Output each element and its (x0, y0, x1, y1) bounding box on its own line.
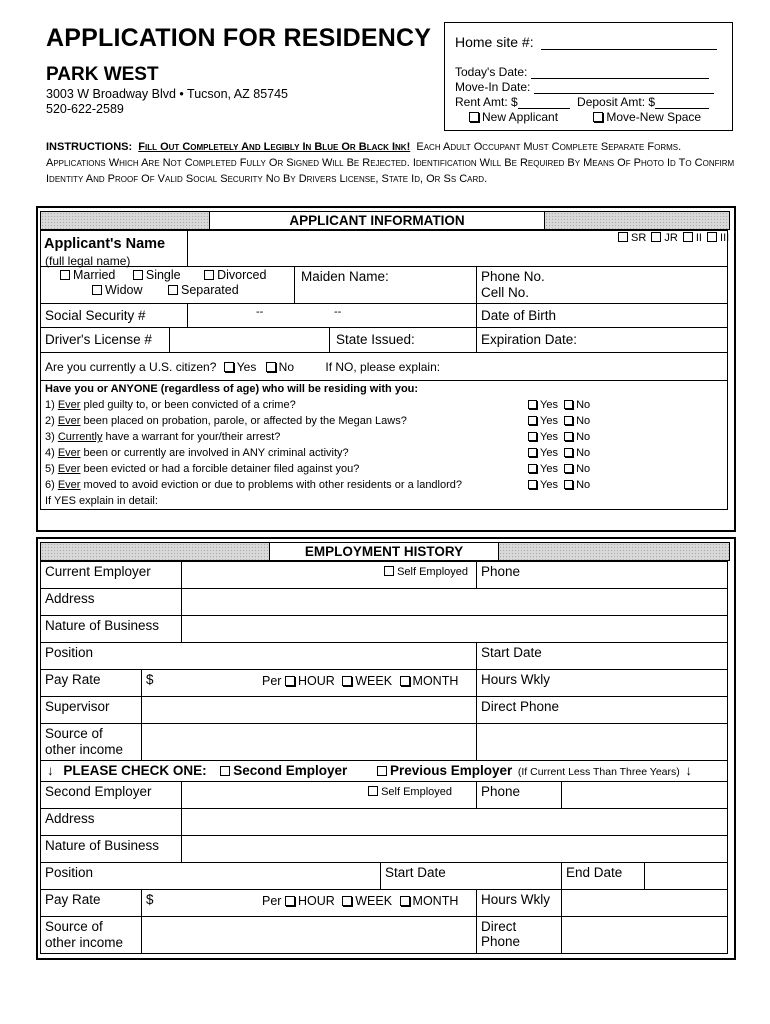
second-source-label-cell (40, 916, 142, 954)
q1-num: 1) (45, 399, 55, 411)
widow-label: Widow (105, 283, 143, 297)
q5-num: 5) (45, 463, 55, 475)
q5-no-checkbox[interactable] (564, 464, 573, 473)
separated-label: Separated (181, 283, 239, 297)
phone-label: Phone No. (481, 269, 545, 284)
section-bar-right (544, 211, 730, 230)
position-cell[interactable] (40, 642, 477, 670)
married-label: Married (73, 268, 116, 282)
instructions (46, 139, 736, 187)
question-6 (45, 479, 462, 491)
check-one-bar (40, 760, 728, 782)
q6-no-label: No (576, 479, 591, 491)
second-month-label: MONTH (412, 894, 459, 908)
arrow-left-icon: ↓ (47, 763, 54, 778)
ssn-label: Social Security # (45, 308, 146, 323)
q5-text: been evicted or had a forcible detainer filed against you? (80, 463, 360, 475)
emp-bar-right (498, 542, 730, 561)
phone-line: 520-622-2589 (46, 102, 124, 116)
nature-label: Nature of Business (45, 618, 160, 633)
second-start-date-cell[interactable] (380, 862, 562, 890)
q3-yes-no (528, 431, 590, 443)
q5-emph: Ever (57, 463, 81, 475)
anyone-heading: Have you or ANYONE (regardless of age) who will be residing with you: (45, 383, 419, 395)
q6-num: 6) (45, 479, 55, 491)
q5-no-label: No (576, 463, 591, 475)
previous-employer-option: Previous Employer (389, 763, 513, 778)
ssn-field[interactable] (190, 305, 474, 327)
q3-text: have a warrant for your/their arrest? (102, 431, 281, 443)
question-4 (45, 447, 349, 459)
second-pay-rate-label-cell (40, 889, 142, 917)
end-date-field[interactable] (644, 862, 728, 890)
q4-yes-checkbox[interactable] (528, 448, 537, 457)
move-new-space-checkbox[interactable] (593, 112, 603, 122)
second-source-label-1: Source of (45, 919, 103, 934)
instructions-text: Each Adult Occupant Must Complete Separate Forms. Applications Which Are Not Completed Fully Or Signed Will Be Rejected. Identification Will Be Required By Means Of Photo Id To Confirm Identity And Proof Of Valid Social Security No By Drivers License, State Id, Or Ss Card. (46, 141, 735, 185)
address-label-cell (40, 588, 182, 616)
q1-emph: Ever (57, 399, 81, 411)
q5-yes-no (528, 463, 590, 475)
full-legal-name-note: (full legal name) (45, 254, 131, 268)
q6-yes-no (528, 479, 590, 491)
iii-label: III (720, 232, 730, 244)
second-pay-period-options (262, 894, 458, 908)
q4-yes-no (528, 447, 590, 459)
q2-text: been placed on probation, parole, or affected by the Megan Laws? (80, 415, 407, 427)
question-2 (45, 415, 407, 427)
citizen-yes-checkbox[interactable] (224, 362, 234, 372)
second-position-cell[interactable] (40, 862, 381, 890)
move-in-field[interactable] (534, 81, 714, 94)
if-no-label: If NO, please explain: (325, 360, 441, 374)
ii-checkbox[interactable] (683, 232, 693, 242)
sr-checkbox[interactable] (618, 232, 628, 242)
hour-label: HOUR (297, 674, 335, 688)
current-phone-cell[interactable] (476, 561, 728, 589)
second-self-employed-checkbox[interactable] (368, 786, 378, 796)
second-per-label: Per (262, 894, 282, 908)
q3-emph: Currently (57, 431, 103, 443)
second-direct-phone-label: Direct Phone (481, 919, 521, 949)
second-self-employed-label: Self Employed (381, 786, 452, 798)
dl-label: Driver's License # (45, 332, 152, 347)
address-field[interactable] (181, 588, 728, 616)
applicant-type-row (469, 110, 701, 124)
move-in-label: Move-In Date: (455, 80, 531, 94)
q2-emph: Ever (57, 415, 81, 427)
divorced-label: Divorced (217, 268, 267, 282)
second-employer-option: Second Employer (233, 763, 348, 778)
cell-label: Cell No. (481, 285, 530, 300)
q4-no-label: No (576, 447, 591, 459)
current-self-employed-checkbox[interactable] (384, 566, 394, 576)
question-1 (45, 399, 296, 411)
q6-emph: Ever (57, 479, 81, 491)
q1-no-checkbox[interactable] (564, 400, 573, 409)
q3-no-checkbox[interactable] (564, 432, 573, 441)
q2-yes-no (528, 415, 590, 427)
pay-rate-label: Pay Rate (45, 672, 101, 687)
source-extra-field[interactable] (476, 723, 728, 761)
month-label: MONTH (412, 674, 459, 688)
ii-label: II (695, 232, 702, 244)
week-label: WEEK (355, 674, 393, 688)
source-label-cell (40, 723, 142, 761)
q5-yes-label: Yes (540, 463, 558, 475)
q2-no-label: No (576, 415, 591, 427)
home-site-label: Home site #: (455, 34, 534, 50)
second-month-checkbox[interactable] (400, 896, 410, 906)
citizen-question (45, 360, 440, 374)
q3-no-label: No (576, 431, 591, 443)
second-direct-phone-field[interactable] (561, 916, 728, 954)
deposit-label: Deposit Amt: $ (577, 95, 656, 109)
maiden-name-cell[interactable] (294, 266, 477, 304)
current-self-employed-label: Self Employed (397, 566, 468, 578)
rent-label: Rent Amt: $ (455, 95, 518, 109)
per-label: Per (262, 674, 282, 688)
address-line: 3003 W Broadway Blvd • Tucson, AZ 85745 (46, 87, 289, 101)
second-address-label: Address (45, 811, 95, 826)
pay-period-options (262, 674, 458, 688)
single-checkbox[interactable] (133, 270, 143, 280)
employment-section-title: EMPLOYMENT HISTORY (269, 542, 499, 561)
q5-yes-checkbox[interactable] (528, 464, 537, 473)
pay-dollar: $ (146, 672, 154, 687)
second-address-label-cell (40, 808, 182, 836)
hour-checkbox[interactable] (285, 676, 295, 686)
month-checkbox[interactable] (400, 676, 410, 686)
check-one-label: PLEASE CHECK ONE: (63, 763, 207, 778)
end-date-label-cell (561, 862, 645, 890)
state-issued-cell[interactable] (329, 327, 477, 353)
second-phone-field[interactable] (561, 781, 728, 809)
todays-date-field[interactable] (531, 66, 709, 79)
ssn-divider (187, 304, 188, 328)
new-applicant-label: New Applicant (482, 110, 559, 124)
if-current-note: (If Current Less Than Three Years) (517, 766, 680, 778)
rent-field[interactable] (518, 96, 570, 109)
source-label-2: other income (45, 742, 124, 757)
married-checkbox[interactable] (60, 270, 70, 280)
q3-num: 3) (45, 431, 55, 443)
second-hours-wkly-field[interactable] (561, 889, 728, 917)
home-site-box (444, 22, 733, 131)
q3-yes-checkbox[interactable] (528, 432, 537, 441)
dob-cell[interactable] (476, 303, 728, 328)
q2-yes-checkbox[interactable] (528, 416, 537, 425)
citizen-yes-label: Yes (236, 360, 257, 374)
second-source-field[interactable] (141, 916, 477, 954)
q1-yes-checkbox[interactable] (528, 400, 537, 409)
second-source-label-2: other income (45, 935, 124, 950)
jr-checkbox[interactable] (651, 232, 661, 242)
source-field[interactable] (141, 723, 477, 761)
position-label: Position (45, 645, 94, 660)
park-address (46, 87, 288, 117)
phone-cell[interactable] (476, 266, 728, 304)
supervisor-label: Supervisor (45, 699, 110, 714)
suffix-options (618, 232, 729, 244)
second-pay-dollar: $ (146, 892, 154, 907)
q6-no-checkbox[interactable] (564, 480, 573, 489)
second-employer-label-cell (40, 781, 182, 809)
second-nature-label-cell (40, 835, 182, 863)
second-nature-field[interactable] (181, 835, 728, 863)
second-position-label: Position (45, 865, 94, 880)
current-employer-label-cell (40, 561, 182, 589)
direct-phone-label: Direct Phone (481, 699, 560, 714)
second-address-field[interactable] (181, 808, 728, 836)
ssn-dash-1: -- (256, 306, 264, 318)
dob-label: Date of Birth (481, 308, 557, 323)
second-phone-label: Phone (481, 784, 521, 799)
sr-label: SR (631, 232, 647, 244)
park-name: PARK WEST (46, 64, 159, 85)
q1-yes-label: Yes (540, 399, 558, 411)
todays-date-label: Today's Date: (455, 65, 528, 79)
marital-options-1 (60, 268, 266, 282)
applicant-section-title: APPLICANT INFORMATION (209, 211, 545, 230)
deposit-field[interactable] (655, 96, 709, 109)
section-bar-left (40, 211, 210, 230)
q3-yes-label: Yes (540, 431, 558, 443)
second-direct-phone-label-cell (476, 916, 562, 954)
instructions-emphasis: Fill Out Completely And Legibly In Blue Or Black Ink! (138, 141, 411, 153)
second-pay-rate-field[interactable] (141, 889, 477, 917)
direct-phone-cell[interactable] (476, 696, 728, 724)
q1-yes-no (528, 399, 590, 411)
second-self-employed (368, 786, 452, 798)
q1-text: pled guilty to, or been convicted of a crime? (80, 399, 296, 411)
second-week-checkbox[interactable] (342, 896, 352, 906)
second-pay-rate-label: Pay Rate (45, 892, 101, 907)
separated-checkbox[interactable] (168, 285, 178, 295)
single-label: Single (145, 268, 181, 282)
if-yes-field[interactable] (170, 495, 720, 509)
supervisor-label-cell (40, 696, 142, 724)
second-week-label: WEEK (355, 894, 393, 908)
iii-checkbox[interactable] (707, 232, 717, 242)
second-phone-label-cell (476, 781, 562, 809)
second-employer-label: Second Employer (45, 784, 152, 799)
new-applicant-checkbox[interactable] (469, 112, 479, 122)
end-date-label: End Date (566, 865, 623, 880)
second-hour-label: HOUR (297, 894, 335, 908)
divorced-checkbox[interactable] (204, 270, 214, 280)
citizen-no-label: No (278, 360, 295, 374)
expiration-label: Expiration Date: (481, 332, 578, 347)
q6-yes-label: Yes (540, 479, 558, 491)
supervisor-field[interactable] (141, 696, 477, 724)
current-employer-label: Current Employer (45, 564, 151, 579)
form-title: APPLICATION FOR RESIDENCY (46, 24, 432, 52)
citizen-no-checkbox[interactable] (266, 362, 276, 372)
pay-rate-label-cell (40, 669, 142, 697)
start-date-label: Start Date (481, 645, 542, 660)
rent-row (455, 95, 709, 109)
second-nature-label: Nature of Business (45, 838, 160, 853)
current-phone-label: Phone (481, 564, 521, 579)
expiration-cell[interactable] (476, 327, 728, 353)
q4-num: 4) (45, 447, 55, 459)
move-in-row (455, 80, 714, 94)
q6-yes-checkbox[interactable] (528, 480, 537, 489)
dl-divider (169, 328, 170, 353)
pay-rate-field[interactable] (141, 669, 477, 697)
widow-checkbox[interactable] (92, 285, 102, 295)
name-divider (187, 231, 188, 267)
citizen-label: Are you currently a U.S. citizen? (45, 360, 217, 374)
ssn-dash-2: -- (334, 306, 342, 318)
q4-no-checkbox[interactable] (564, 448, 573, 457)
second-hours-wkly-label: Hours Wkly (481, 892, 551, 907)
dl-field[interactable] (172, 329, 326, 351)
question-5 (45, 463, 359, 475)
current-self-employed (384, 566, 468, 578)
state-issued-label: State Issued: (336, 332, 415, 347)
q2-no-checkbox[interactable] (564, 416, 573, 425)
second-hours-wkly-label-cell (476, 889, 562, 917)
current-employer-field[interactable] (181, 561, 477, 589)
q2-yes-label: Yes (540, 415, 558, 427)
instructions-label: INSTRUCTIONS: (46, 141, 133, 153)
q4-emph: Ever (57, 447, 81, 459)
maiden-name-label: Maiden Name: (301, 269, 389, 284)
nature-label-cell (40, 615, 182, 643)
previous-employer-checkbox[interactable] (377, 766, 387, 776)
q4-yes-label: Yes (540, 447, 558, 459)
nature-field[interactable] (181, 615, 728, 643)
q2-num: 2) (45, 415, 55, 427)
jr-label: JR (664, 232, 678, 244)
home-site-field[interactable] (541, 49, 717, 50)
arrow-right-icon: ↓ (685, 763, 693, 778)
second-start-date-label: Start Date (385, 865, 446, 880)
second-hour-checkbox[interactable] (285, 896, 295, 906)
question-3 (45, 431, 280, 443)
hours-wkly-label: Hours Wkly (481, 672, 551, 687)
move-new-space-label: Move-New Space (606, 110, 702, 124)
source-label-1: Source of (45, 726, 103, 741)
q6-text: moved to avoid eviction or due to problems with other residents or a landlord? (80, 479, 463, 491)
emp-bar-left (40, 542, 270, 561)
applicant-name-label: Applicant's Name (44, 236, 166, 252)
q4-text: been or currently are involved in ANY criminal activity? (80, 447, 349, 459)
if-yes-label: If YES explain in detail: (45, 495, 158, 507)
marital-options-2 (92, 283, 239, 297)
second-employer-checkbox[interactable] (220, 766, 230, 776)
week-checkbox[interactable] (342, 676, 352, 686)
hours-wkly-cell[interactable] (476, 669, 728, 697)
todays-date-row (455, 65, 709, 79)
q1-no-label: No (576, 399, 591, 411)
address-label: Address (45, 591, 95, 606)
second-employer-field[interactable] (181, 781, 477, 809)
start-date-cell[interactable] (476, 642, 728, 670)
